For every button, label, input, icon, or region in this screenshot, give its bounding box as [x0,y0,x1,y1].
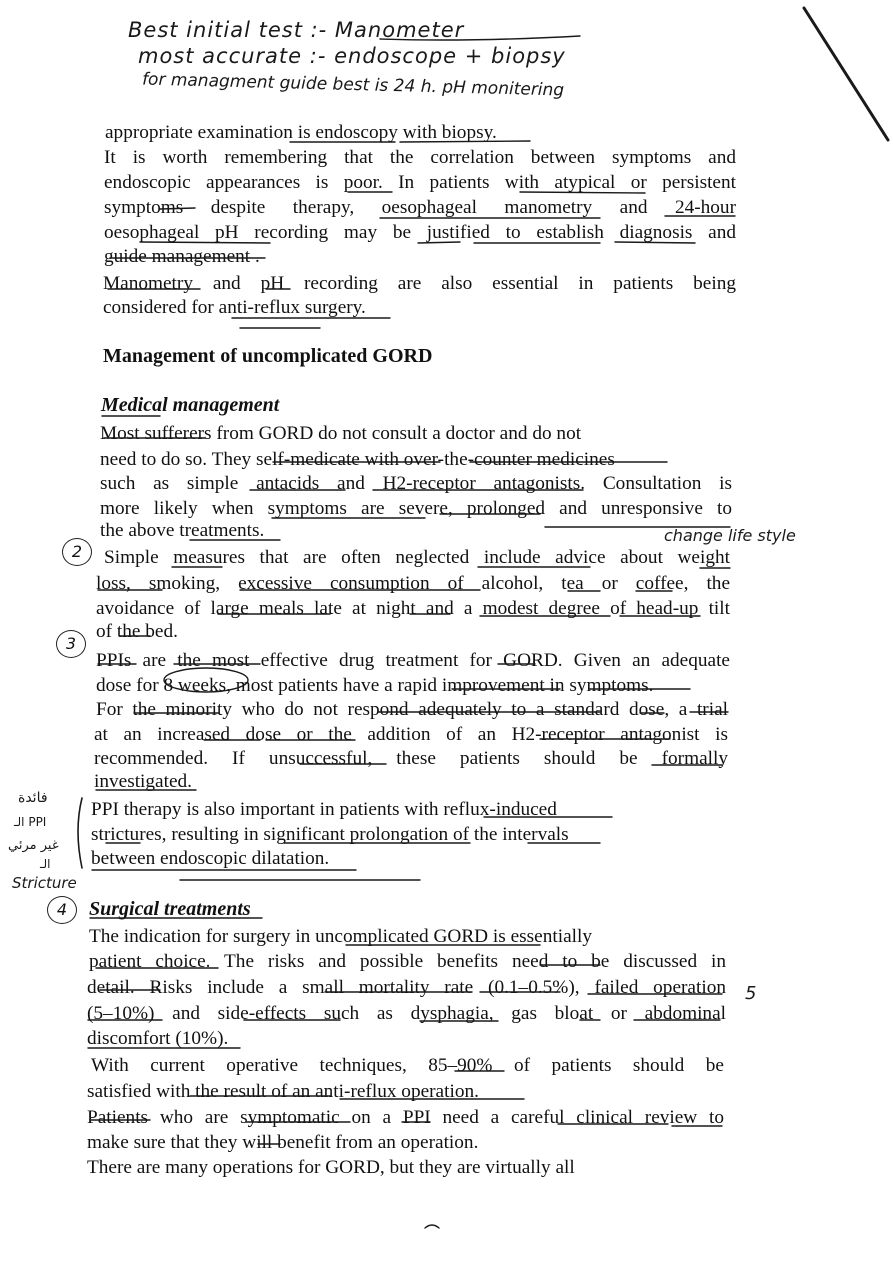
subheading-medical-management: Medical management [101,394,280,416]
handwritten-circled-number-2: 2 [62,538,92,566]
handwritten-arabic-note-3: غير مرئي [8,838,59,853]
subheading-surgical-treatments: Surgical treatments [89,898,251,920]
handwritten-note-management-guide: for managment guide best is 24 h. pH monitering [141,69,565,101]
handwritten-margin-5: 5 [745,983,757,1004]
text-line: Patients who are symptomatic on a PPI need a careful clinical review to [87,1107,724,1128]
handwritten-arabic-note-1: فائدة [18,790,48,806]
text-line: more likely when symptoms are severe, prolonged and unresponsive to [100,498,732,519]
handwritten-note-best-initial-test: Best initial test :- Manometer [128,18,465,42]
handwritten-circled-number-4: 4 [47,896,77,924]
handwritten-circled-number-3: 3 [56,630,86,658]
text-line: the above treatments. [100,520,265,541]
diagonal-pen-stroke [804,8,888,140]
text-line: such as simple antacids and H2-receptor antagonists. Consultation is [100,473,732,494]
handwritten-arabic-note-4: الـ [40,857,51,871]
text-line: patient choice. The risks and possible benefits need to be discussed in [89,951,726,972]
text-line: need to do so. They self-medicate with over-the-counter medicines [100,449,615,470]
text-line: discomfort (10%). [87,1028,229,1049]
section-heading-management: Management of uncomplicated GORD [103,345,433,367]
text-line: PPI therapy is also important in patients with reflux-induced [91,799,557,820]
text-line: at an increased dose or the addition of an H2-receptor antagonist is [94,724,728,745]
text-line: PPIs are the most effective drug treatment for GORD. Given an adequate [96,650,730,671]
text-line: symptoms despite therapy, oesophageal manometry and 24-hour [104,197,736,218]
text-line: dose for 8 weeks, most patients have a rapid improvement in symptoms. [96,675,654,696]
text-line: For the minority who do not respond adequately to a standard dose, a trial [96,699,728,720]
text-line: satisfied with the result of an anti-reflux operation. [87,1081,479,1102]
text-line: Manometry and pH recording are also essential in patients being [103,273,736,294]
bracket-left-ppi [78,798,82,868]
text-line: guide management . [104,246,260,267]
handwritten-note-most-accurate: most accurate :- endoscope + biopsy [138,44,566,68]
text-line: between endoscopic dilatation. [91,848,330,869]
text-line: make sure that they will benefit from an operation. [87,1132,479,1153]
handwritten-note-change-lifestyle: change life style [664,526,796,545]
text-line: recommended. If unsuccessful, these patients should be formally [94,748,728,769]
text-line: strictures, resulting in significant prolongation of the intervals [91,824,569,845]
text-line: endoscopic appearances is poor. In patients with atypical or persistent [104,172,736,193]
text-line: avoidance of large meals late at night and a modest degree of head-up tilt [96,598,730,619]
handwritten-note-stricture: Stricture [12,874,77,892]
text-line: With current operative techniques, 85–90% of patients should be [91,1055,724,1076]
paragraph-appropriate-examination: appropriate examination is endoscopy with biopsy. [105,122,497,143]
text-line: detail. Risks include a small mortality rate (0.1–0.5%), failed operation [87,977,726,998]
text-line: Most sufferers from GORD do not consult a doctor and do not [100,423,582,444]
text-line: oesophageal pH recording may be justified to establish diagnosis and [104,222,736,243]
handwritten-arabic-note-2: الـ PPI [14,815,47,829]
text-line: (5–10%) and side-effects such as dysphagia, gas bloat or abdominal [87,1003,726,1024]
text-line: The indication for surgery in uncomplicated GORD is essentially [89,926,592,947]
text-line: Simple measures that are often neglected include advice about weight [104,547,730,568]
text-line: of the bed. [96,621,178,642]
text-line: investigated. [94,771,192,792]
text-line: considered for anti-reflux surgery. [103,297,366,318]
text-line: It is worth remembering that the correlation between symptoms and [104,147,736,168]
paragraph-many-operations: There are many operations for GORD, but they are virtually all [87,1157,575,1178]
text-line: loss, smoking, excessive consumption of alcohol, tea or coffee, the [96,573,730,594]
